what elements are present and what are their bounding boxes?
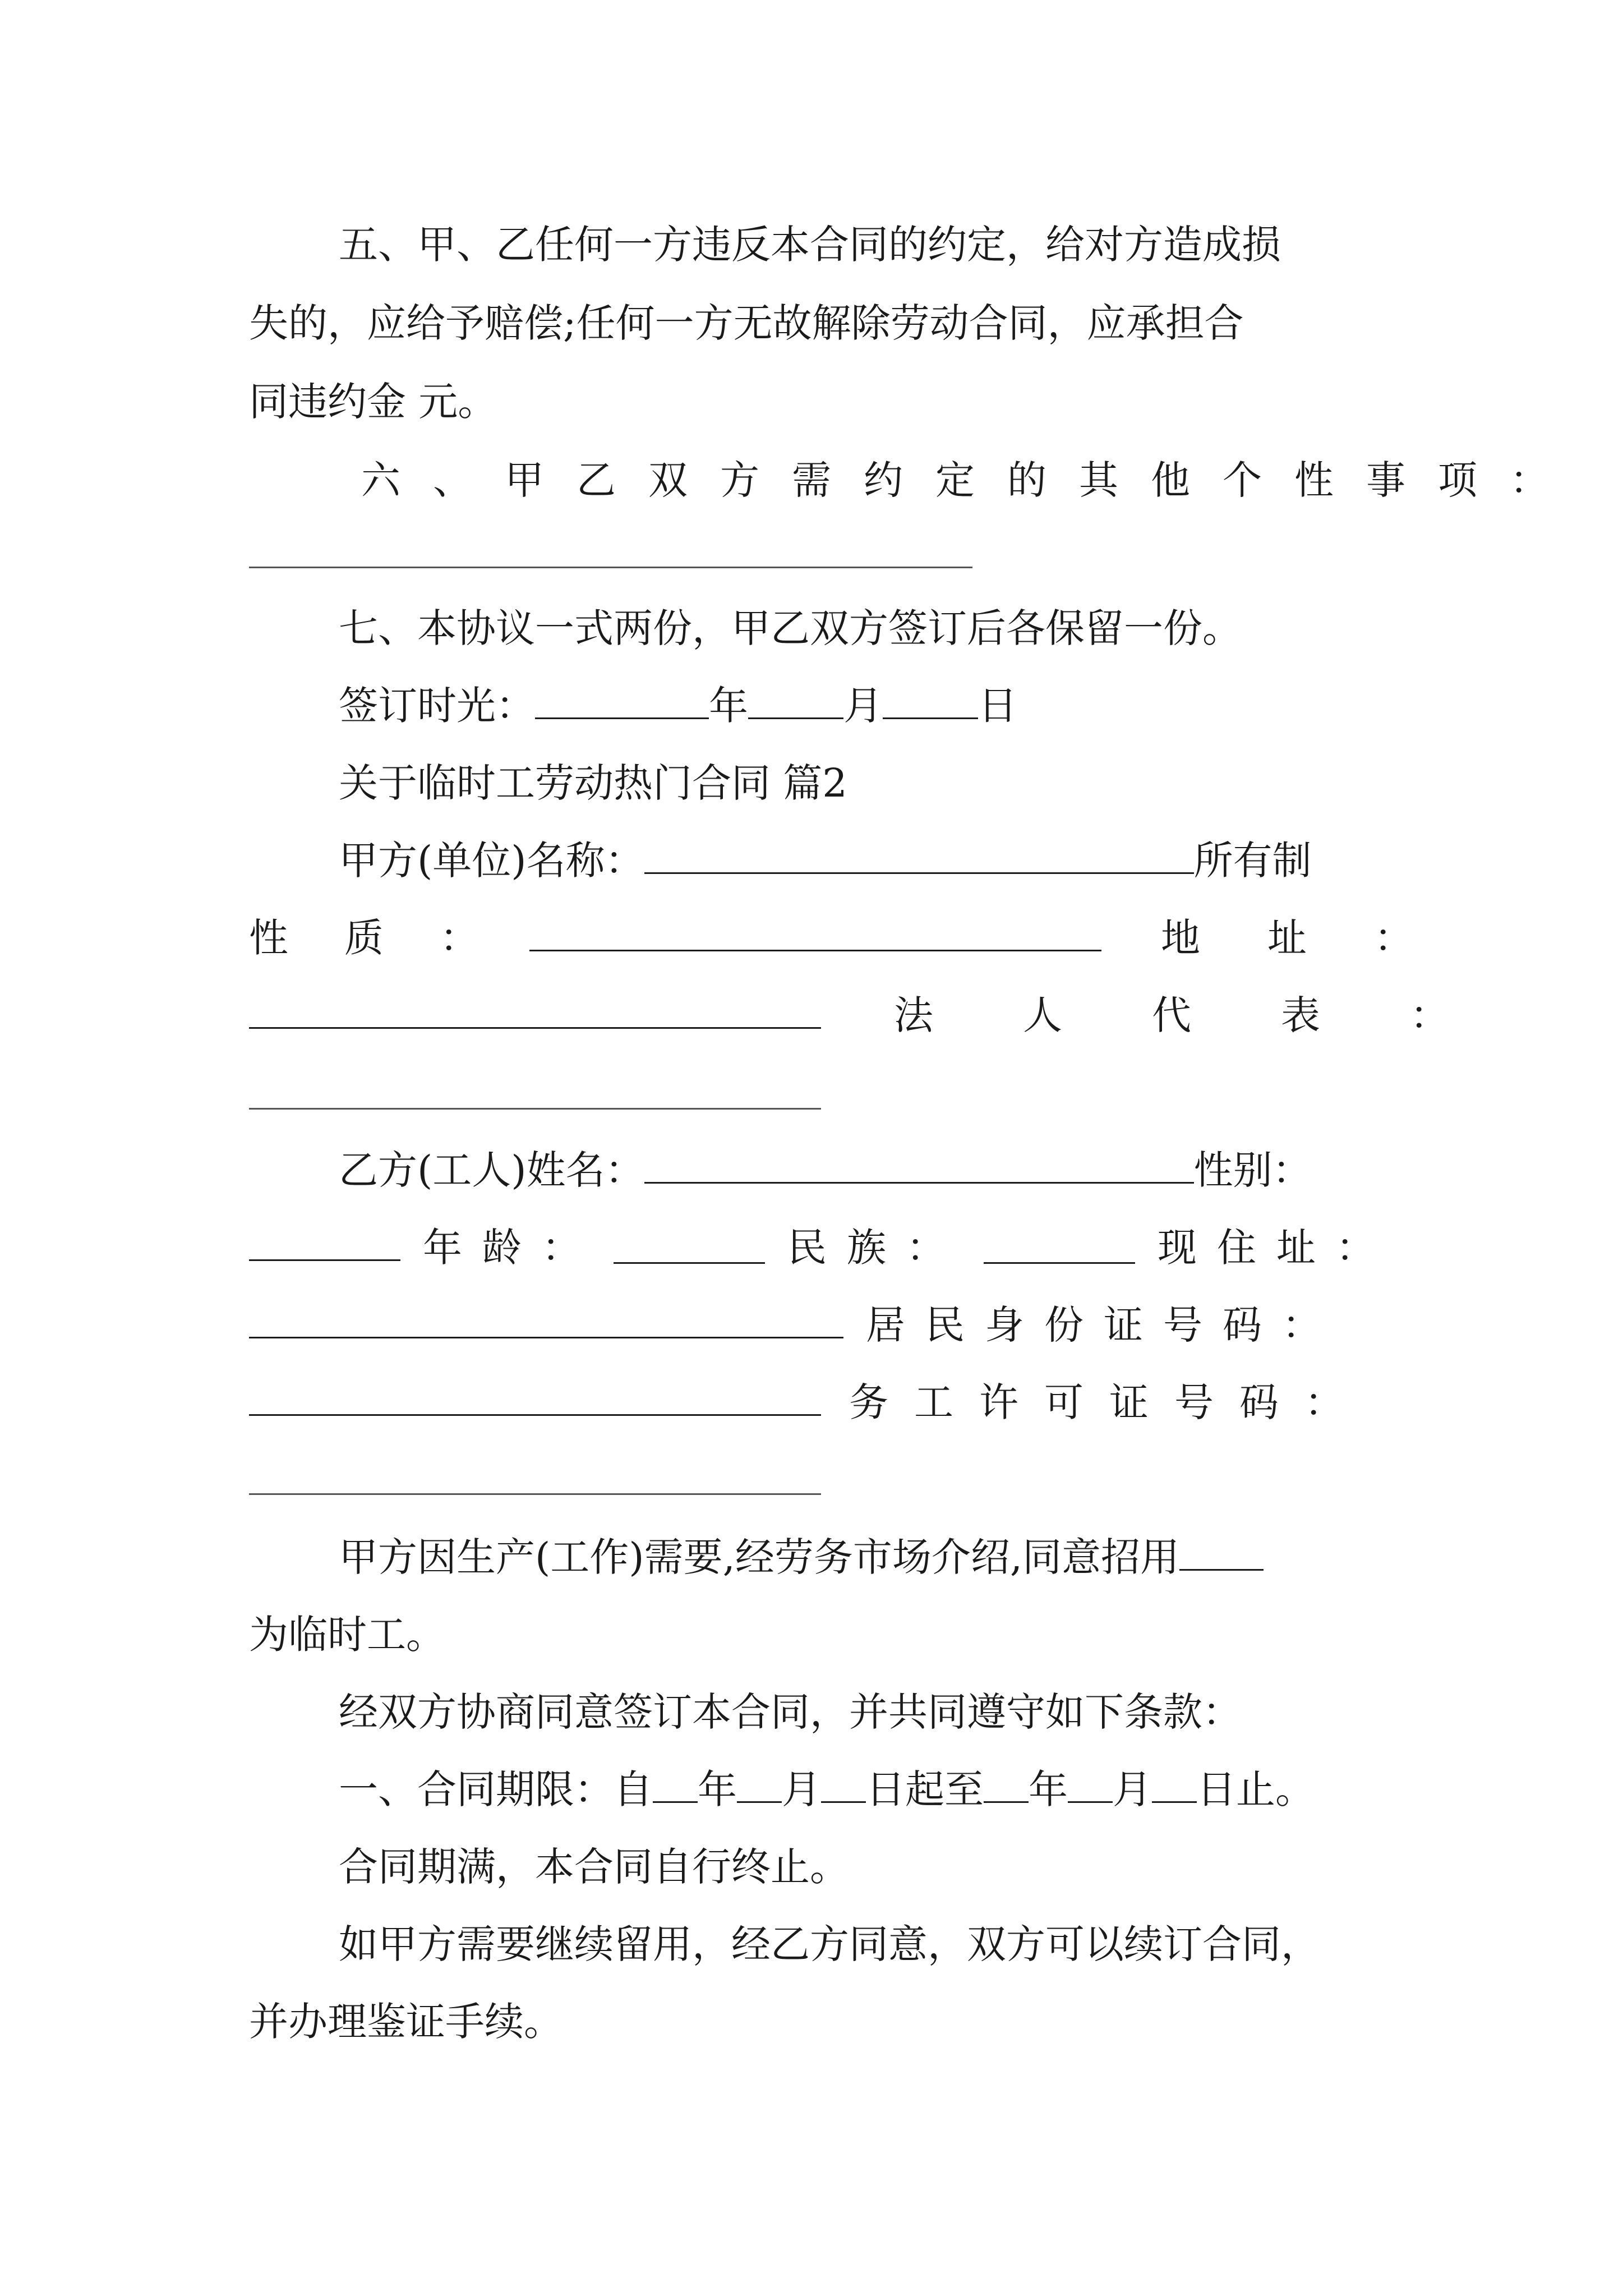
partyB-permit-label: 务工许可证号码： bbox=[849, 1379, 1370, 1425]
term-start-day-blank bbox=[821, 1769, 866, 1803]
term-start-day: 日起至 bbox=[866, 1766, 984, 1812]
partyB-gender-label: 性别： bbox=[1193, 1147, 1312, 1193]
partyA-legal-rep-label: 法人代表： bbox=[894, 992, 1539, 1038]
partyA-address-line bbox=[249, 982, 1539, 1049]
renew-line2: 并办理鉴证手续。 bbox=[249, 1999, 563, 2045]
term-start-month: 月 bbox=[782, 1766, 821, 1812]
partyB-id-label: 居民身份证号码： bbox=[866, 1302, 1341, 1348]
clause5-line1: 五、甲、乙任何一方违反本合同的约定，给对方造成损 bbox=[339, 222, 1281, 268]
partyB-age-blank bbox=[614, 1230, 765, 1264]
partyA-name-line bbox=[249, 827, 1376, 894]
sign-month-label: 月 bbox=[843, 683, 883, 729]
partyB-ethnicity-label: 民族： bbox=[787, 1225, 966, 1271]
term-expiry: 合同期满，本合同自行终止。 bbox=[339, 1844, 849, 1890]
partyA-address-label: 地址： bbox=[1161, 915, 1481, 961]
hire-text: 甲方因生产(工作)需要,经劳务市场介绍,同意招用 bbox=[339, 1534, 1180, 1580]
clause5-line3: 同违约金 元。 bbox=[249, 379, 497, 425]
sign-date-line bbox=[249, 672, 1376, 739]
partyA-ownership-line bbox=[249, 904, 1481, 972]
hire-line1 bbox=[249, 1524, 1376, 1591]
partyB-id-line bbox=[249, 1369, 1376, 1436]
term-line bbox=[249, 1756, 1376, 1823]
term-end-year-blank bbox=[984, 1769, 1029, 1803]
term-end-month-blank bbox=[1068, 1769, 1113, 1803]
partyA-legal-rep-fill-line bbox=[249, 1108, 821, 1110]
partyA-ownership-label-part: 所有制 bbox=[1193, 838, 1312, 884]
sign-date-label: 签订时光： bbox=[339, 683, 535, 729]
sign-day-blank bbox=[883, 685, 978, 719]
term-label: 一、合同期限：自 bbox=[339, 1766, 653, 1812]
partyB-id-blank bbox=[249, 1382, 821, 1416]
term-end-year: 年 bbox=[1029, 1766, 1068, 1812]
agree-text: 经双方协商同意签订本合同，并共同遵守如下条款： bbox=[339, 1689, 1242, 1735]
partyA-name-blank bbox=[644, 840, 1194, 874]
clause6-fill-line bbox=[249, 567, 972, 568]
term-start-year: 年 bbox=[698, 1766, 737, 1812]
sign-month-blank bbox=[748, 685, 843, 719]
hire-line2: 为临时工。 bbox=[249, 1612, 445, 1658]
clause6-label: 六、甲乙双方需约定的其他个性事项： bbox=[361, 457, 1581, 503]
clause5-line2: 失的，应给予赔偿;任何一方无故解除劳动合同，应承担合 bbox=[249, 300, 1244, 346]
partyA-ownership-blank bbox=[529, 917, 1101, 951]
term-end-day-blank bbox=[1152, 1769, 1197, 1803]
sign-year-label: 年 bbox=[709, 683, 748, 729]
renew-line1: 如甲方需要继续留用，经乙方同意，双方可以续订合同， bbox=[339, 1921, 1320, 1967]
term-start-month-blank bbox=[737, 1769, 782, 1803]
partyB-age-line bbox=[249, 1214, 1395, 1281]
partyB-name-blank bbox=[644, 1149, 1194, 1184]
partyB-age-label: 年龄： bbox=[423, 1225, 601, 1271]
partyB-address-blank bbox=[249, 1304, 843, 1338]
term-end-month: 月 bbox=[1113, 1766, 1152, 1812]
partyA-name-label: 甲方(单位)名称： bbox=[339, 838, 644, 884]
partyA-address-blank bbox=[249, 995, 821, 1029]
sign-day-label: 日 bbox=[978, 683, 1017, 729]
partyB-gender-blank bbox=[249, 1227, 400, 1261]
clause7-text: 七、本协议一式两份，甲乙双方签订后各保留一份。 bbox=[339, 605, 1242, 651]
partyA-ownership-label-rest: 性质： bbox=[249, 915, 535, 961]
partyB-name-line bbox=[249, 1137, 1376, 1204]
hire-worker-blank bbox=[1179, 1536, 1264, 1571]
partyB-name-label: 乙方(工人)姓名： bbox=[339, 1147, 644, 1193]
term-end-day: 日止。 bbox=[1197, 1766, 1315, 1812]
partyB-permit-fill-line bbox=[249, 1493, 821, 1495]
term-start-year-blank bbox=[653, 1769, 698, 1803]
sign-year-blank bbox=[535, 685, 709, 719]
partyB-address-line bbox=[249, 1291, 1376, 1359]
partyB-address-label: 现住址： bbox=[1158, 1225, 1395, 1271]
partyB-ethnicity-blank bbox=[984, 1230, 1135, 1264]
section-title: 关于临时工劳动热门合同 篇2 bbox=[339, 760, 847, 806]
